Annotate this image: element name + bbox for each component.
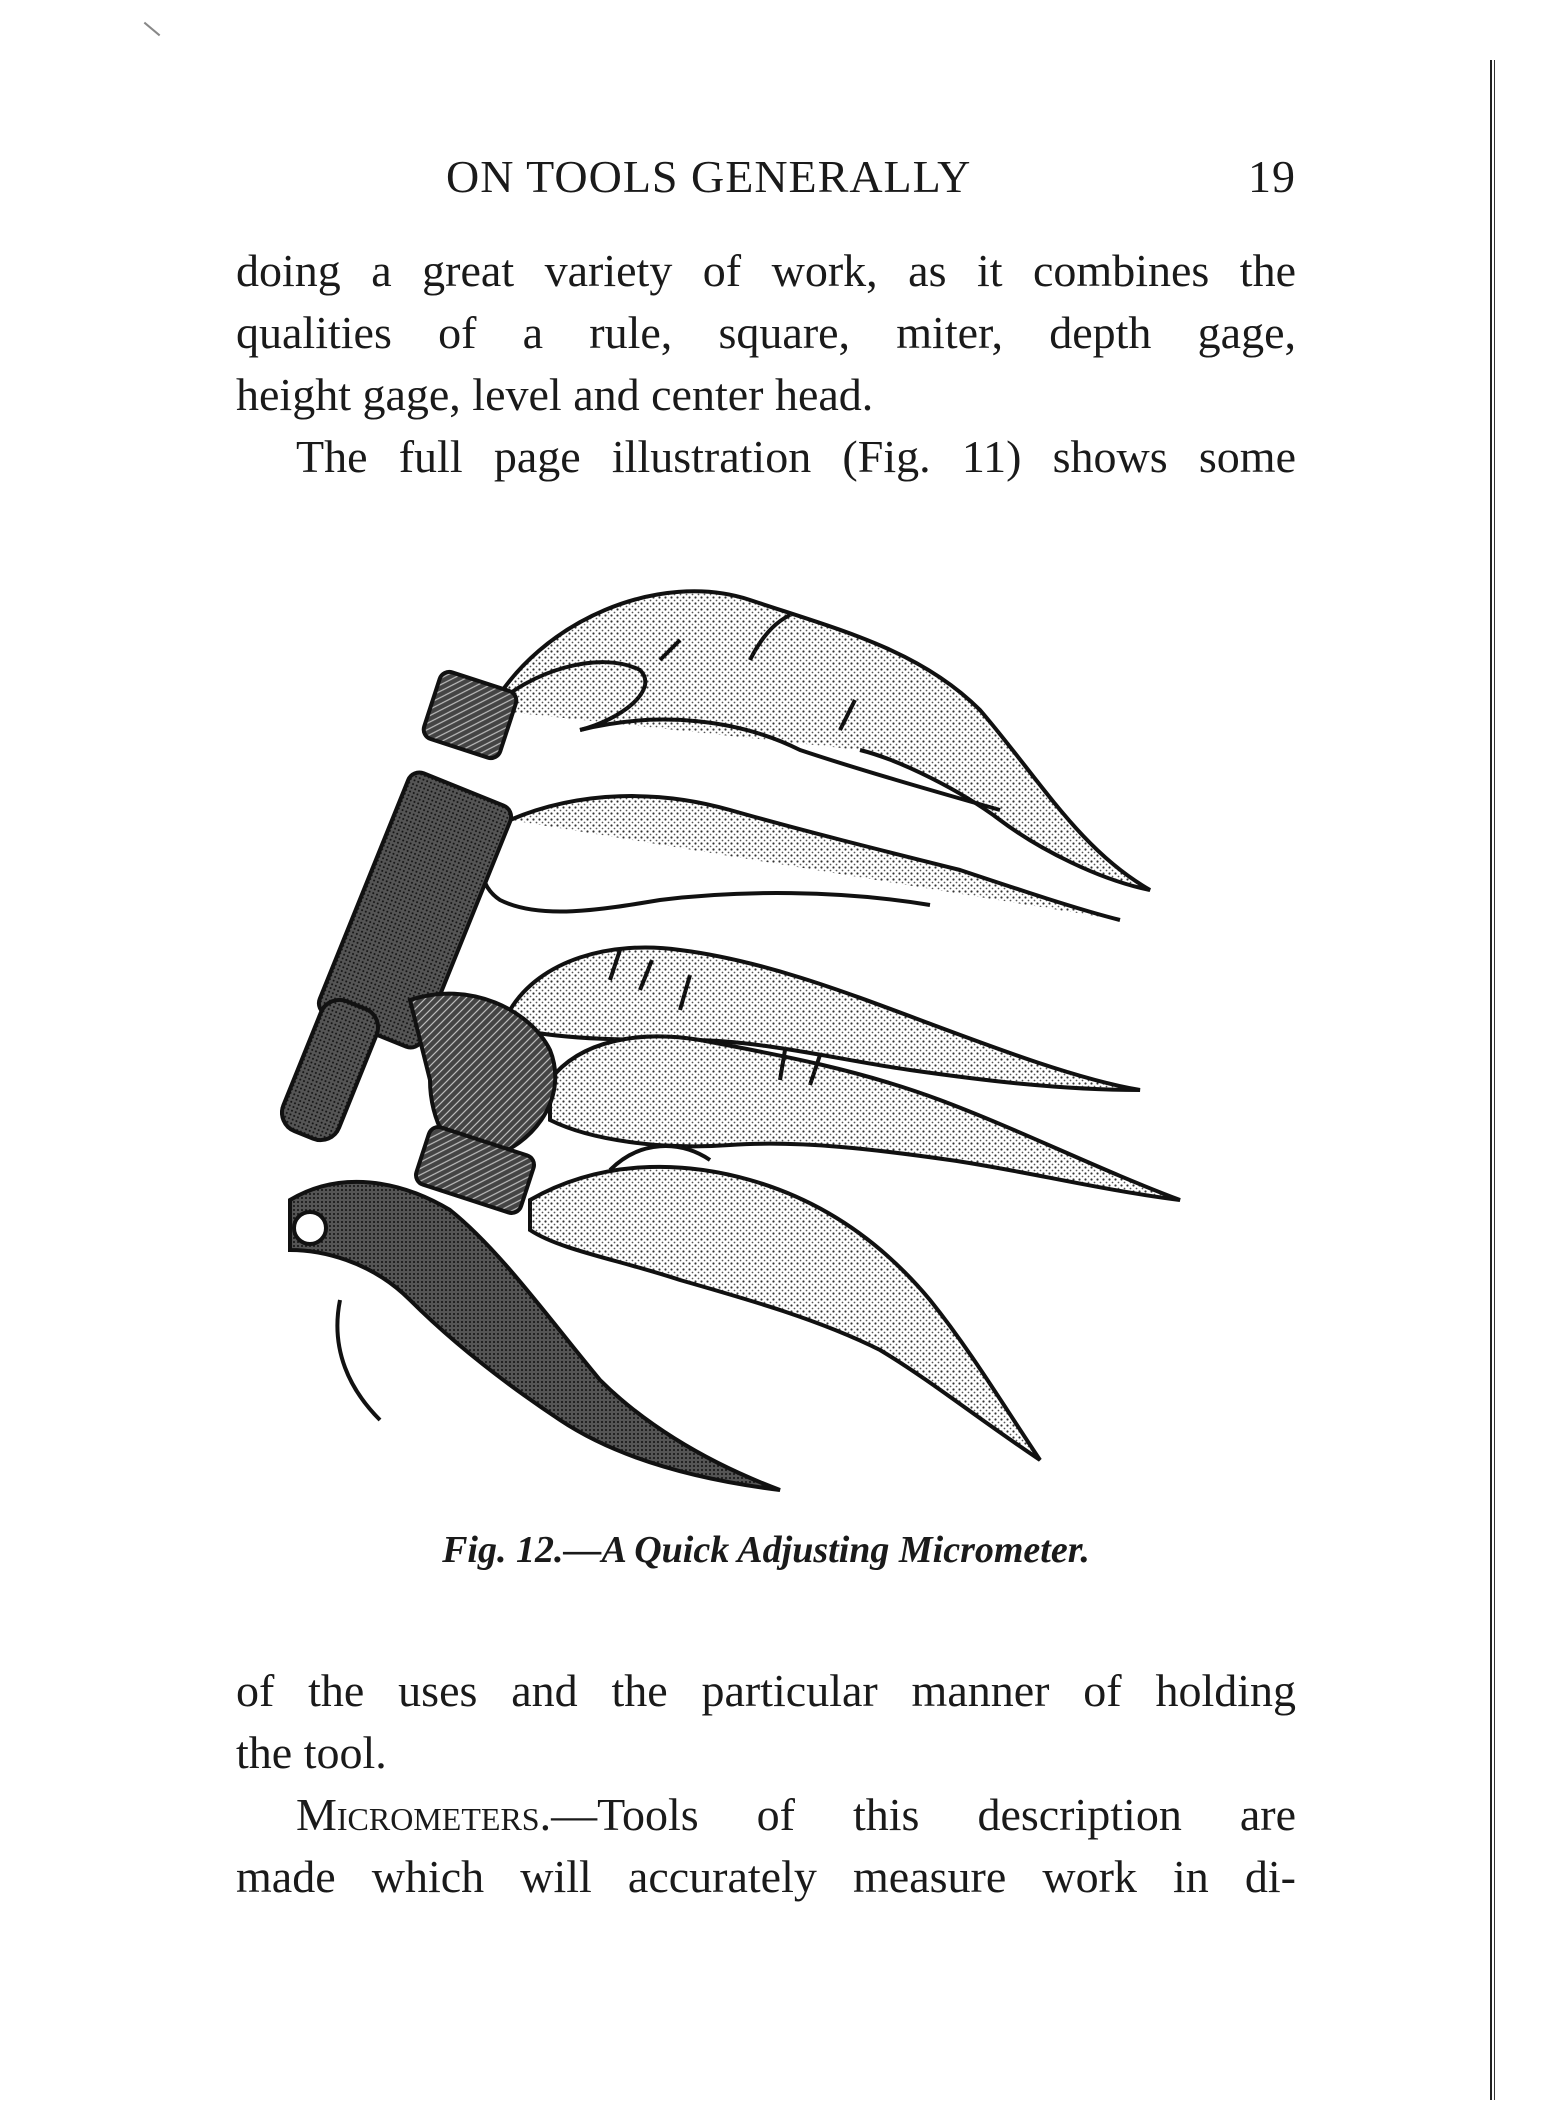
text-line: made which will accurately measure work in di- [236,1851,1296,1902]
text-line: height gage, level and center head. [236,369,874,420]
text-line: The full page illustration (Fig. 11) shows some [296,431,1296,482]
hand-upper [482,591,1150,920]
text-line: doing a great variety of work, as it combines the [236,245,1296,296]
text-line: qualities of a rule, square, miter, depth gage, [236,307,1296,358]
paragraph-bottom [236,1660,1296,1908]
running-head-title: ON TOOLS GENERALLY [446,151,972,202]
figure-caption: Fig. 12.—A Quick Adjusting Micrometer. [442,1529,1090,1571]
text-line-rest: —Tools of this description are [551,1789,1296,1840]
section-heading-smallcaps: Micrometers. [296,1789,552,1840]
hand-middle-fingers [510,948,1180,1201]
page-edge-gutter [1490,60,1502,2100]
micrometer-illustration [280,560,1260,1520]
text-line: of the uses and the particular manner of holding [236,1665,1296,1716]
text-line: the tool. [236,1727,387,1778]
text-line-micrometers [236,1784,1296,1846]
page-number: 19 [1248,151,1296,202]
scan-mark [144,22,161,36]
paragraph-top [236,240,1296,488]
running-head [236,150,1296,210]
